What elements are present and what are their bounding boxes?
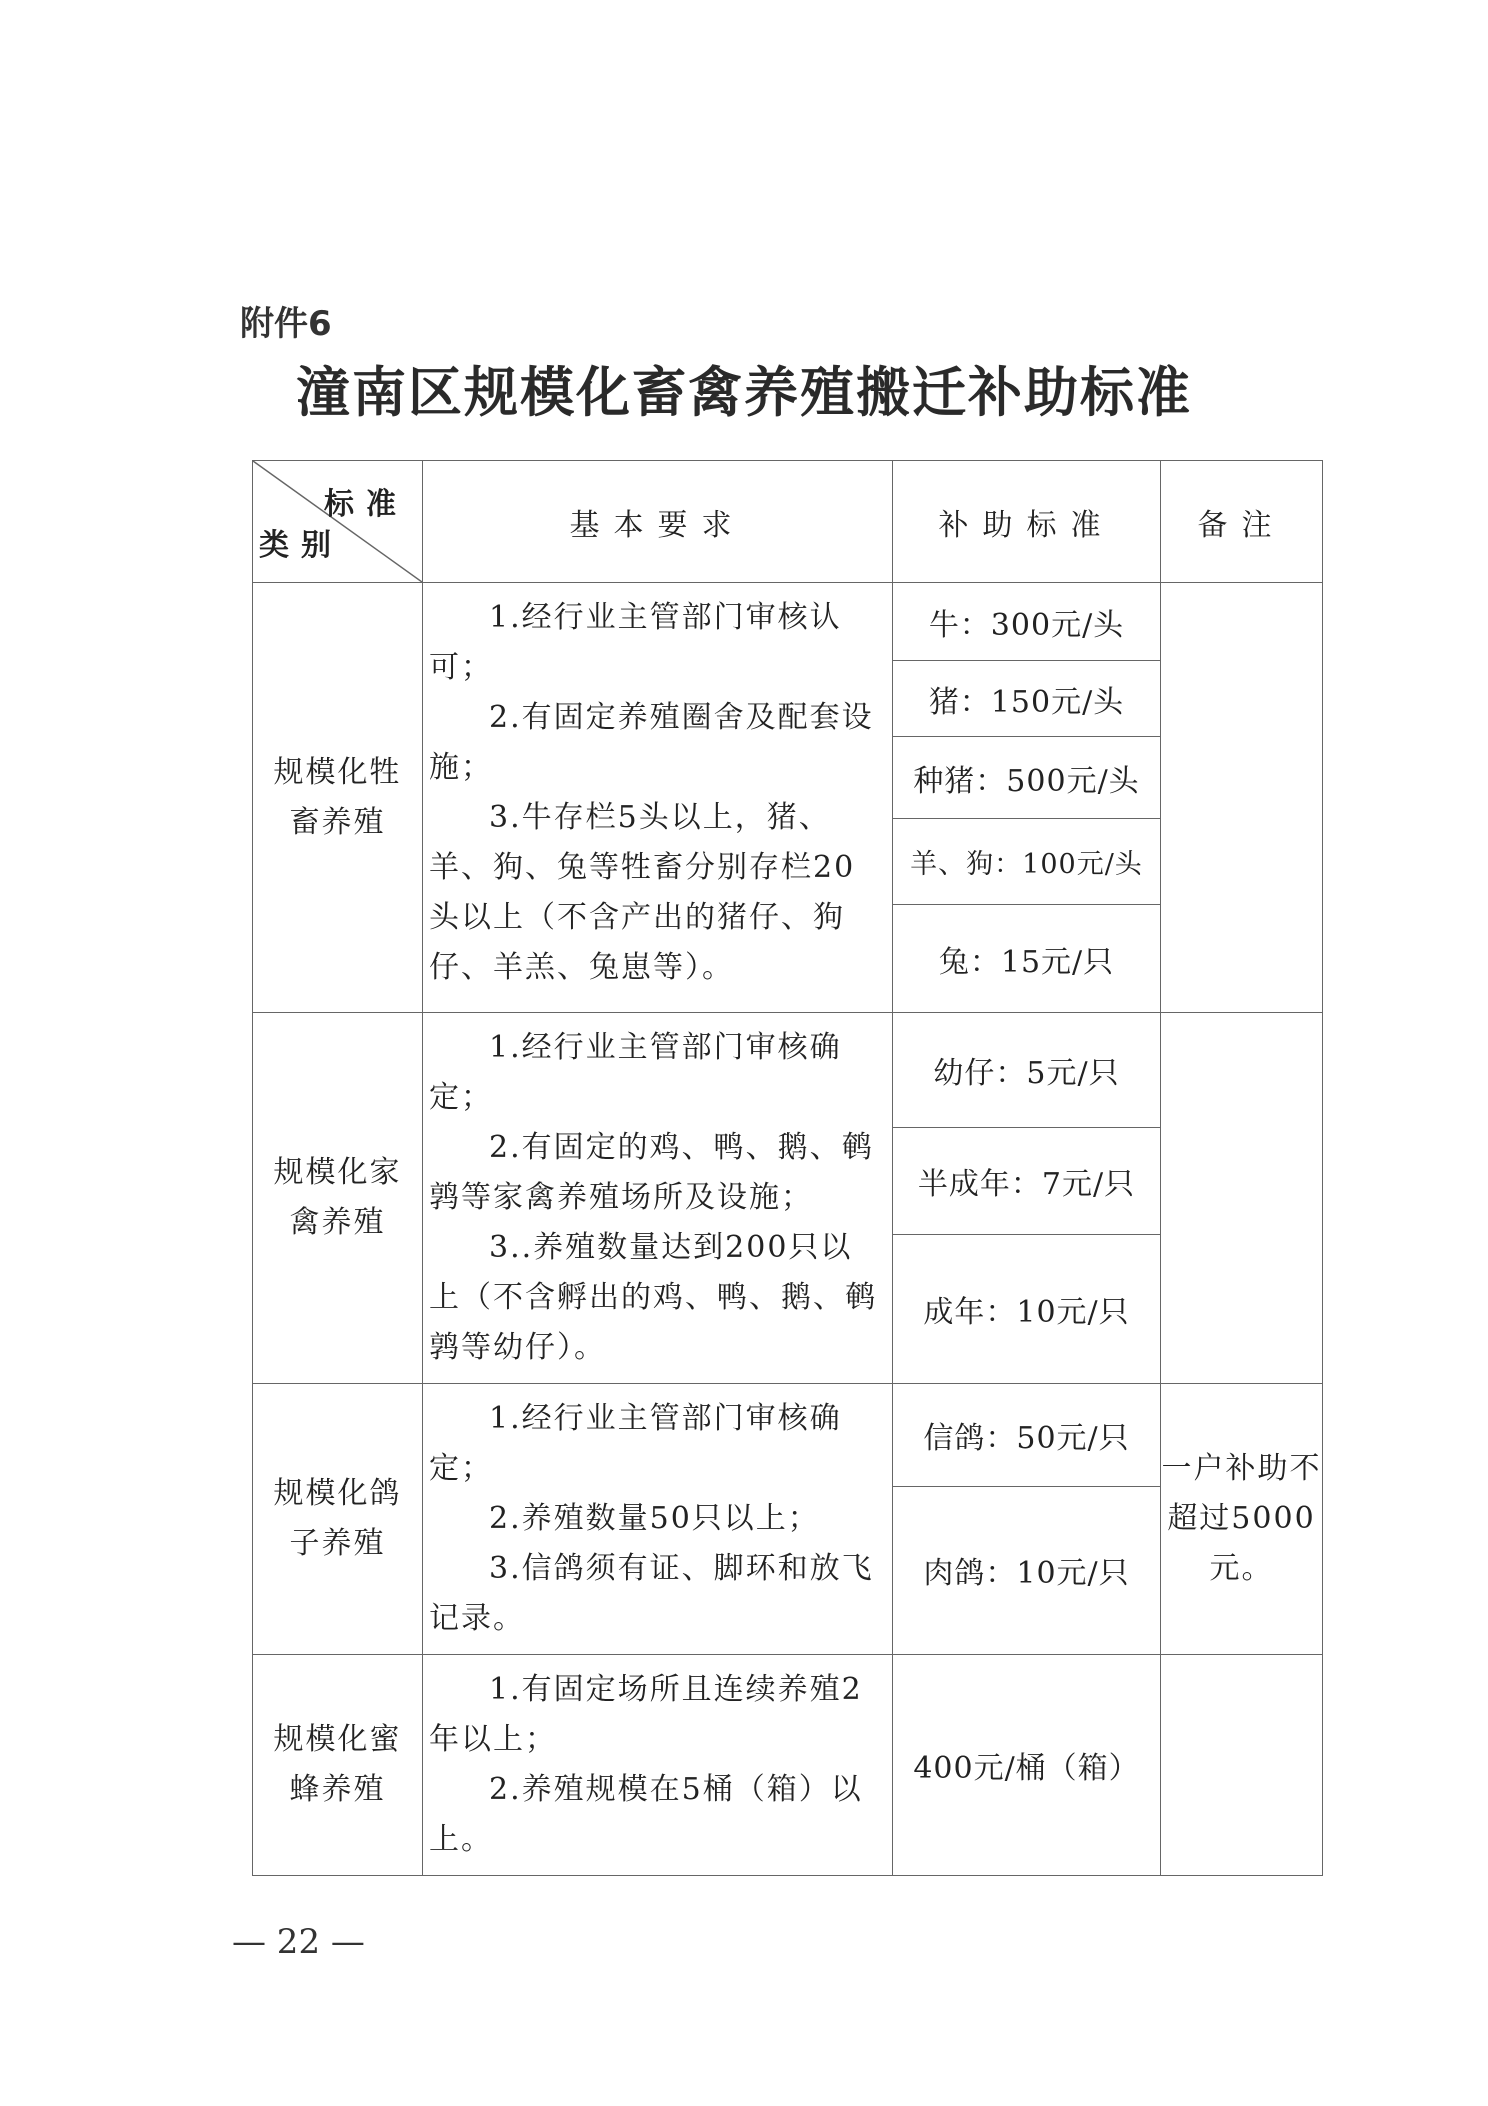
subsidy-cell: 幼仔：5元/只 — [893, 1013, 1161, 1128]
category-cell: 规模化家禽养殖 — [253, 1013, 423, 1384]
table-row — [253, 1384, 1323, 1487]
page-title: 潼南区规模化畜禽养殖搬迁补助标准 — [296, 361, 1192, 424]
subsidy-cell: 400元/桶（箱） — [893, 1655, 1161, 1876]
requirements-cell — [423, 1655, 893, 1876]
subsidy-cell: 信鸽：50元/只 — [893, 1384, 1161, 1487]
category-cell: 规模化牲畜养殖 — [253, 583, 423, 1013]
table-header-row — [253, 461, 1323, 583]
remarks-cell — [1161, 1013, 1323, 1384]
requirement-item: 2.有固定的鸡、鸭、鹅、鹌鹑等家禽养殖场所及设施； — [429, 1130, 874, 1215]
subsidy-cell: 成年：10元/只 — [893, 1234, 1161, 1383]
table-row — [253, 1013, 1323, 1128]
remarks-cell: 一户补助不超过5000元。 — [1161, 1384, 1323, 1655]
annex-label: 附件6 — [240, 304, 332, 344]
diagonal-header-cell — [253, 461, 423, 583]
requirements-cell — [423, 1384, 893, 1655]
requirement-item: 1.经行业主管部门审核确定； — [429, 1401, 842, 1486]
subsidy-cell: 羊、狗：100元/头 — [893, 819, 1161, 905]
subsidy-cell: 肉鸽：10元/只 — [893, 1486, 1161, 1654]
requirement-item: 3.信鸽须有证、脚环和放飞记录。 — [429, 1551, 874, 1636]
category-cell: 规模化鸽子养殖 — [253, 1384, 423, 1655]
requirements-cell — [423, 1013, 893, 1384]
subsidy-table — [252, 460, 1323, 1876]
requirement-item: 2.有固定养殖圈舍及配套设施； — [429, 700, 874, 785]
requirement-item: 1.经行业主管部门审核确定； — [429, 1030, 842, 1115]
category-cell: 规模化蜜蜂养殖 — [253, 1655, 423, 1876]
requirement-item: 2.养殖数量50只以上； — [489, 1501, 820, 1536]
requirement-item: 3.牛存栏5头以上，猪、羊、狗、兔等牲畜分别存栏20头以上（不含产出的猪仔、狗仔、羊羔、兔崽等）。 — [429, 800, 856, 985]
requirement-item: 1.有固定场所且连续养殖2年以上； — [429, 1672, 863, 1757]
header-remarks: 备注 — [1161, 461, 1323, 583]
requirement-item: 2.养殖规模在5桶（箱）以上。 — [429, 1772, 863, 1857]
page-number: — 22 — — [232, 1922, 365, 1962]
header-category-label: 类别 — [259, 528, 343, 563]
table-row — [253, 583, 1323, 661]
subsidy-cell: 猪：150元/头 — [893, 661, 1161, 737]
subsidy-cell: 兔：15元/只 — [893, 905, 1161, 1013]
subsidy-cell: 牛：300元/头 — [893, 583, 1161, 661]
header-subsidy: 补助标准 — [893, 461, 1161, 583]
requirement-item: 1.经行业主管部门审核认可； — [429, 600, 842, 685]
remarks-cell — [1161, 583, 1323, 1013]
subsidy-cell: 半成年：7元/只 — [893, 1127, 1161, 1234]
table-row — [253, 1655, 1323, 1876]
header-standard-label: 标准 — [324, 487, 408, 522]
subsidy-cell: 种猪：500元/头 — [893, 737, 1161, 819]
requirements-cell — [423, 583, 893, 1013]
header-requirements: 基本要求 — [423, 461, 893, 583]
remarks-cell — [1161, 1655, 1323, 1876]
requirement-item: 3..养殖数量达到200只以上（不含孵出的鸡、鸭、鹅、鹌鹑等幼仔）。 — [429, 1230, 877, 1365]
